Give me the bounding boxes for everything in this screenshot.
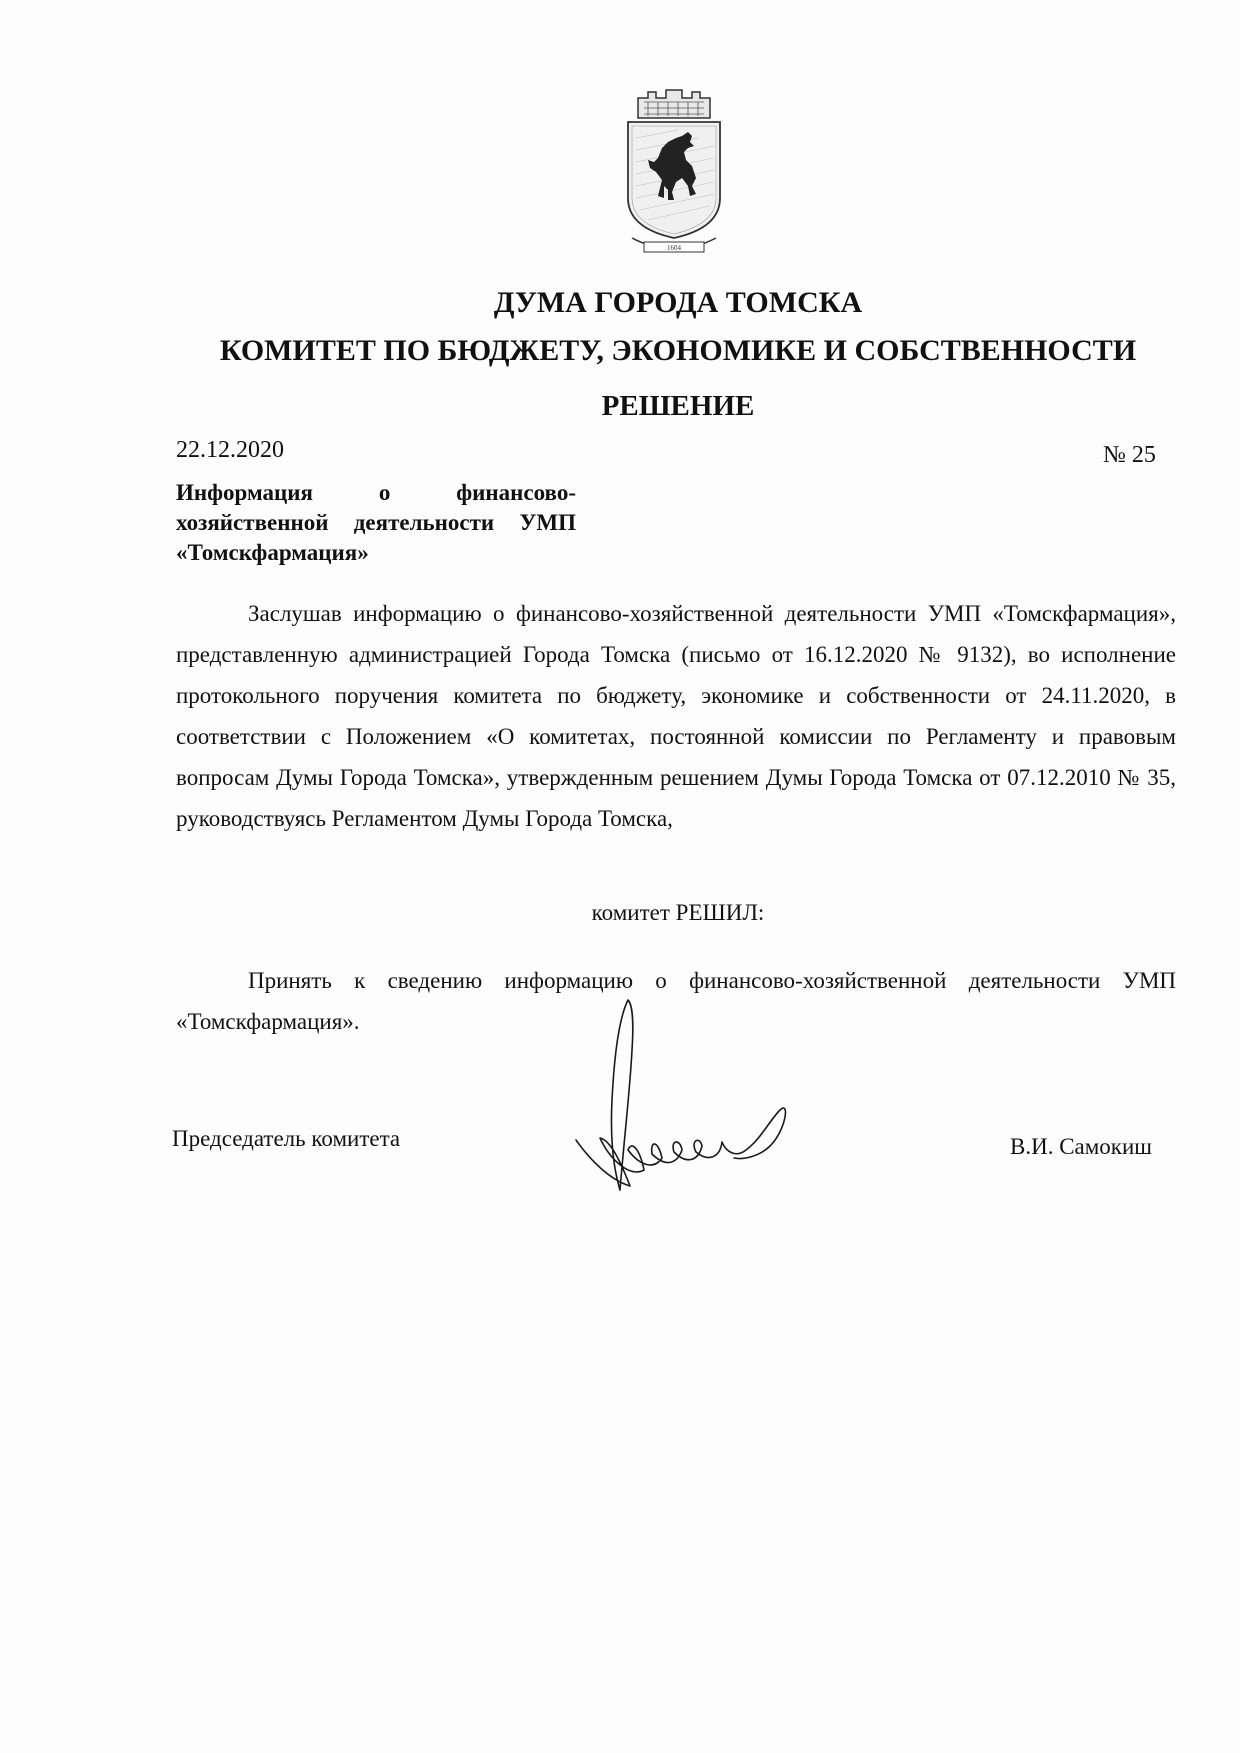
handwritten-signature-icon xyxy=(570,990,830,1210)
subject-word: финансово- xyxy=(456,480,576,505)
subject-rest: хозяйственной деятельности УМП «Томскфармация» xyxy=(176,510,576,565)
document-type: РЕШЕНИЕ xyxy=(601,390,755,422)
tomsk-coat-of-arms-icon xyxy=(618,88,730,260)
subject-first-line xyxy=(176,478,576,508)
resolution-heading: комитет РЕШИЛ: xyxy=(591,900,765,925)
document-date: 22.12.2020 xyxy=(176,437,284,463)
subject-word: о xyxy=(378,480,391,505)
signatory-name: В.И. Самокиш xyxy=(1010,1134,1152,1159)
svg-text:1604: 1604 xyxy=(667,244,681,252)
document-number: № 25 xyxy=(1103,442,1156,468)
committee-title: КОМИТЕТ ПО БЮДЖЕТУ, ЭКОНОМИКЕ И СОБСТВЕННОСТИ xyxy=(219,334,1137,367)
signatory-position: Председатель комитета xyxy=(172,1126,401,1151)
body-paragraph: Заслушав информацию о финансово-хозяйственной деятельности УМП «Томскфармация», представленную администрацией Города Томска (письмо от 16.12.2020 № 9132), во исполнение протокольного поручения комитета по бюджету, экономике и собственности от 24.11.2020, в соответствии с Положением «О комитетах, постоянной комиссии по Регламенту и правовым вопросам Думы Города Томска», утвержденным решением Думы Города Томска от 07.12.2010 № 35, руководствуясь Регламентом Думы Города Томска, xyxy=(176,601,1176,831)
subject-word: Информация xyxy=(176,480,313,505)
document-subject xyxy=(176,478,576,568)
decision-paragraph: Принять к сведению информацию о финансово-хозяйственной деятельности УМП «Томскфармация». xyxy=(176,968,1176,1034)
organization-title: ДУМА ГОРОДА ТОМСКА xyxy=(493,286,863,319)
